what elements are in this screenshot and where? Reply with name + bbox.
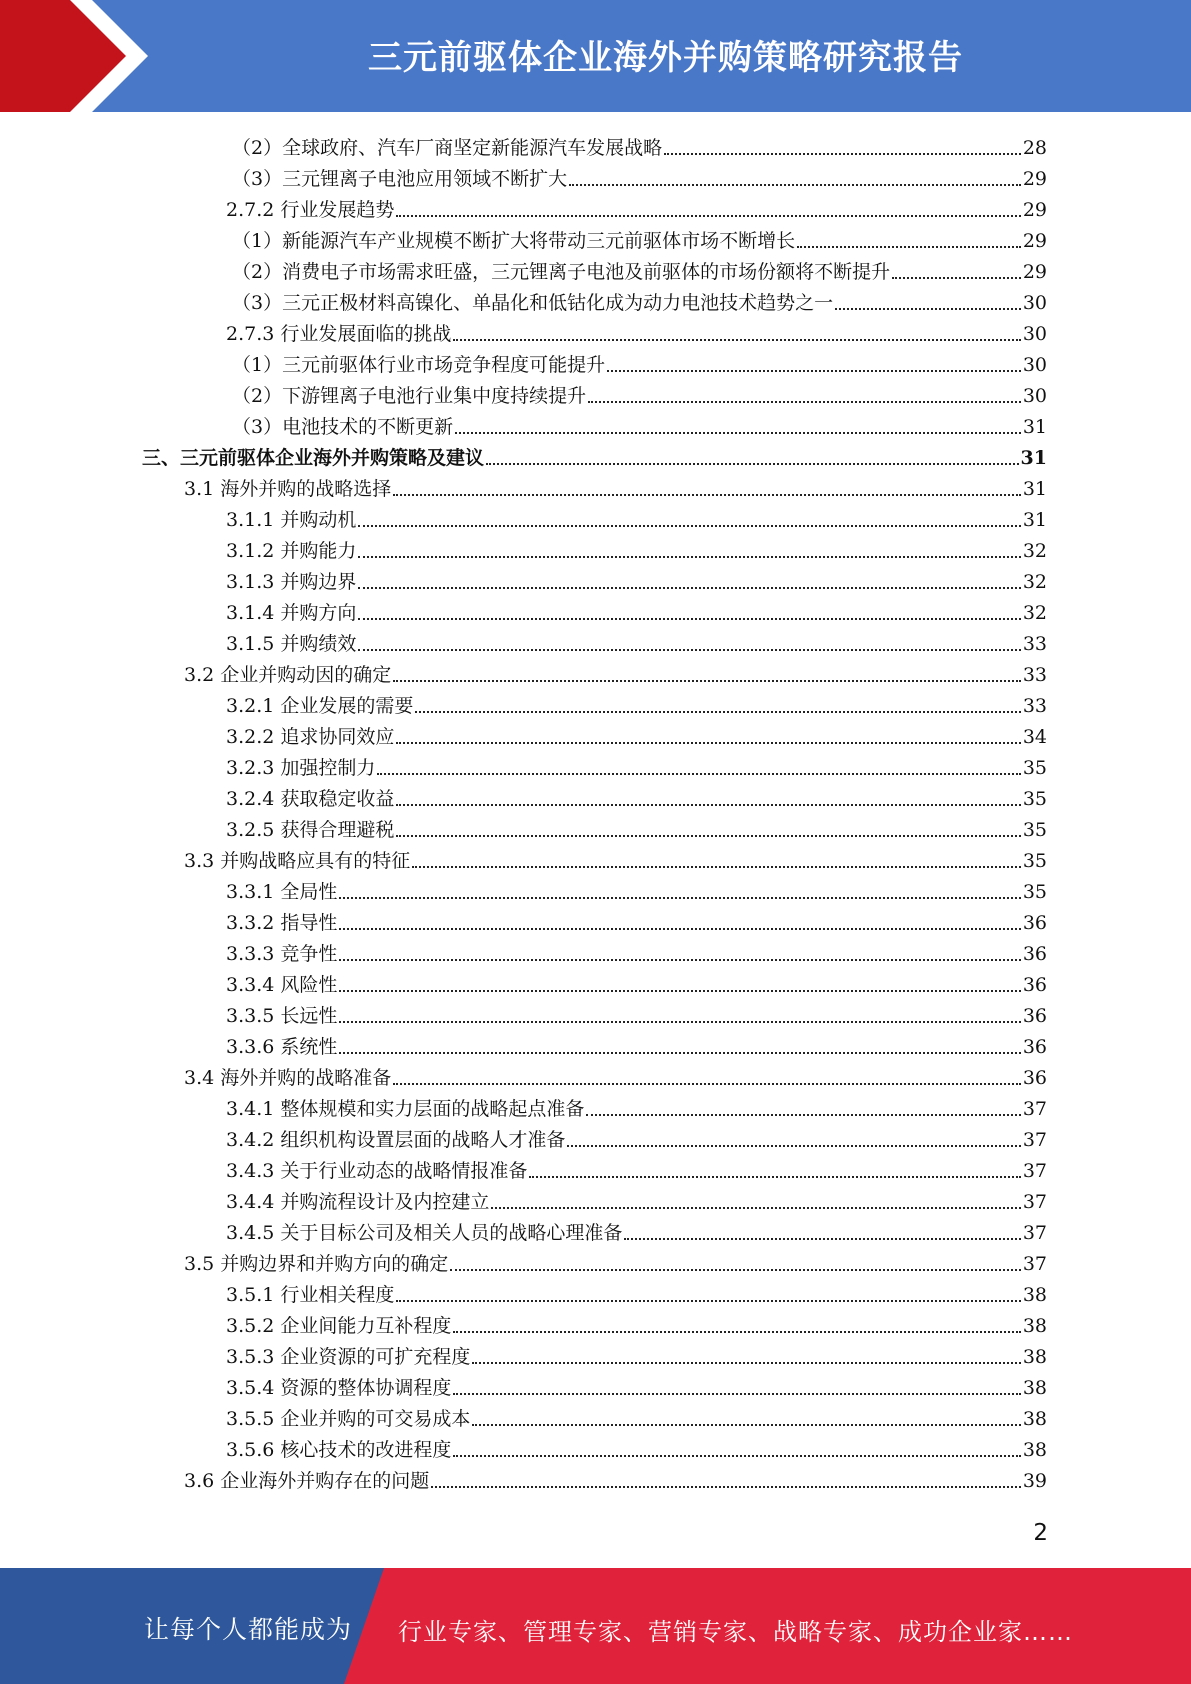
toc-entry-page: 38 [1022,1284,1047,1306]
toc-leader-dots [358,511,1020,527]
toc-entry[interactable] [226,686,1047,717]
toc-entry[interactable] [184,469,1047,500]
toc-entry-page: 38 [1022,1377,1047,1399]
toc-entry-page: 37 [1022,1253,1047,1275]
report-title: 三元前驱体企业海外并购策略研究报告 [368,38,963,78]
toc-entry-page: 36 [1022,943,1047,965]
toc-entry-label: 3.1.5 并购绩效 [226,633,357,655]
toc-entry-page: 30 [1022,354,1047,376]
toc-entry-label: 3.5.3 企业资源的可扩充程度 [226,1346,471,1368]
toc-entry-page: 34 [1022,726,1047,748]
toc-leader-dots [339,883,1020,899]
toc-entry-page: 38 [1022,1408,1047,1430]
toc-entry-label: 3.3.3 竞争性 [226,943,338,965]
toc-entry-page: 32 [1022,602,1047,624]
toc-entry-page: 38 [1022,1315,1047,1337]
toc-entry-label: 3.2.4 获取稳定收益 [226,788,395,810]
toc-entry[interactable] [184,1058,1047,1089]
toc-entry-page: 29 [1022,261,1047,283]
toc-entry-label: 3.2.5 获得合理避税 [226,819,395,841]
toc-entry[interactable] [226,748,1047,779]
toc-entry-label: 3.3.5 长远性 [226,1005,338,1027]
toc-leader-dots [358,573,1020,589]
toc-entry-page: 35 [1022,881,1047,903]
toc-entry[interactable] [226,996,1047,1027]
toc-entry-label: （3）三元正极材料高镍化、单晶化和低钴化成为动力电池技术趋势之一 [232,292,834,314]
toc-entry-label: （2）下游锂离子电池行业集中度持续提升 [232,385,587,407]
toc-leader-dots [339,945,1020,961]
toc-entry[interactable] [226,934,1047,965]
toc-entry-page: 37 [1022,1160,1047,1182]
toc-entry[interactable] [226,1275,1047,1306]
toc-leader-dots [339,914,1020,930]
toc-entry[interactable] [226,562,1047,593]
toc-entry-label: 3.1 海外并购的战略选择 [184,478,392,500]
toc-entry[interactable] [226,1027,1047,1058]
toc-entry-label: 3.4.2 组织机构设置层面的战略人才准备 [226,1129,566,1151]
toc-entry[interactable] [232,407,1047,438]
toc-entry-page: 30 [1022,323,1047,345]
toc-entry[interactable] [226,624,1047,655]
toc-entry-label: 3.3.6 系统性 [226,1036,338,1058]
header-banner [0,0,1191,112]
toc-entry[interactable] [226,1151,1047,1182]
toc-leader-dots [486,449,1019,465]
toc-leader-dots [664,139,1021,155]
toc-entry-label: 3.5.1 行业相关程度 [226,1284,395,1306]
toc-entry[interactable] [226,1120,1047,1151]
toc-entry[interactable] [226,810,1047,841]
toc-entry-page: 29 [1022,199,1047,221]
toc-leader-dots [586,1100,1020,1116]
toc-leader-dots [339,1038,1020,1054]
toc-entry-label: （1）三元前驱体行业市场竞争程度可能提升 [232,354,606,376]
toc-leader-dots [472,1348,1020,1364]
toc-leader-dots [472,1410,1020,1426]
toc-entry-page: 29 [1022,230,1047,252]
toc-entry[interactable] [226,190,1047,221]
toc-entry-label: 3.4.5 关于目标公司及相关人员的战略心理准备 [226,1222,623,1244]
toc-entry[interactable] [232,221,1047,252]
toc-leader-dots [607,356,1021,372]
toc-leader-dots [624,1224,1020,1240]
toc-entry-page: 38 [1022,1346,1047,1368]
toc-entry[interactable] [226,531,1047,562]
toc-entry-label: （3）电池技术的不断更新 [232,416,454,438]
toc-entry-page: 35 [1022,788,1047,810]
toc-entry[interactable] [226,1089,1047,1120]
toc-entry[interactable] [226,1306,1047,1337]
toc-entry-label: 3.3.2 指导性 [226,912,338,934]
toc-leader-dots [396,821,1020,837]
toc-leader-dots [797,232,1021,248]
toc-entry-page: 37 [1022,1191,1047,1213]
toc-entry[interactable] [226,965,1047,996]
toc-leader-dots [455,418,1021,434]
toc-entry-label: 3.1.3 并购边界 [226,571,357,593]
toc-entry[interactable] [232,128,1047,159]
footer-banner [0,1568,1191,1684]
toc-entry[interactable] [226,593,1047,624]
toc-entry[interactable] [232,376,1047,407]
toc-entry-page: 33 [1022,633,1047,655]
toc-leader-dots [396,728,1020,744]
toc-entry[interactable] [226,1337,1047,1368]
toc-entry-page: 32 [1022,571,1047,593]
toc-entry-page: 28 [1022,137,1047,159]
toc-entry[interactable] [232,283,1047,314]
toc-entry-label: 3.2.2 追求协同效应 [226,726,395,748]
toc-entry[interactable] [226,717,1047,748]
toc-entry-page: 35 [1022,819,1047,841]
toc-entry[interactable] [226,903,1047,934]
toc-leader-dots [892,263,1021,279]
toc-entry-page: 36 [1022,1067,1047,1089]
toc-entry-page: 37 [1022,1129,1047,1151]
toc-entry-label: 3.6 企业海外并购存在的问题 [184,1470,430,1492]
toc-entry-label: 3.1.1 并购动机 [226,509,357,531]
footer-slogan-left: 让每个人都能成为 [144,1615,353,1644]
toc-entry-page: 31 [1022,509,1047,531]
toc-entry-label: 3.5.4 资源的整体协调程度 [226,1377,452,1399]
toc-entry[interactable] [226,1399,1047,1430]
toc-leader-dots [396,790,1020,806]
toc-leader-dots [491,1193,1020,1209]
toc-entry-label: 3.2 企业并购动因的确定 [184,664,392,686]
toc-entry[interactable] [184,1244,1047,1275]
toc-leader-dots [453,325,1020,341]
toc-entry-page: 37 [1022,1222,1047,1244]
page-number: 2 [1033,1520,1048,1546]
toc-entry-page: 29 [1022,168,1047,190]
toc-entry-label: 三、三元前驱体企业海外并购策略及建议 [142,447,485,469]
toc-entry-page: 38 [1022,1439,1047,1461]
toc-leader-dots [393,666,1021,682]
toc-leader-dots [450,1255,1021,1271]
toc-leader-dots [588,387,1021,403]
toc-entry[interactable] [232,252,1047,283]
toc-entry-label: 3.3.4 风险性 [226,974,338,996]
toc-entry-page: 32 [1022,540,1047,562]
toc-leader-dots [412,852,1021,868]
toc-entry-page: 31 [1020,447,1047,469]
toc-leader-dots [358,542,1020,558]
toc-leader-dots [396,201,1020,217]
toc-entry-label: （3）三元锂离子电池应用领域不断扩大 [232,168,568,190]
toc-entry-label: 3.1.4 并购方向 [226,602,357,624]
toc-entry[interactable] [226,1213,1047,1244]
toc-leader-dots [453,1441,1020,1457]
toc-entry[interactable] [226,314,1047,345]
toc-leader-dots [453,1379,1020,1395]
toc-entry[interactable] [226,500,1047,531]
toc-entry-label: 3.1.2 并购能力 [226,540,357,562]
toc-entry-page: 31 [1022,478,1047,500]
toc-entry-label: 3.4.3 关于行业动态的战略情报准备 [226,1160,528,1182]
toc-entry-page: 33 [1022,664,1047,686]
toc-leader-dots [393,1069,1021,1085]
toc-leader-dots [567,1131,1020,1147]
toc-leader-dots [453,1317,1020,1333]
toc-entry-label: 3.4 海外并购的战略准备 [184,1067,392,1089]
toc-entry-page: 36 [1022,1005,1047,1027]
toc-entry-label: 3.4.1 整体规模和实力层面的战略起点准备 [226,1098,585,1120]
toc-entry-page: 31 [1022,416,1047,438]
toc-entry-label: 3.2.3 加强控制力 [226,757,376,779]
toc-entry-page: 39 [1022,1470,1047,1492]
toc-chapter-entry[interactable] [142,438,1047,469]
toc-entry-page: 36 [1022,1036,1047,1058]
toc-entry-page: 35 [1022,757,1047,779]
footer-slogan-right: 行业专家、管理专家、营销专家、战略专家、成功企业家…… [398,1618,1073,1646]
toc-entry[interactable] [184,655,1047,686]
toc-leader-dots [569,170,1021,186]
toc-entry-page: 37 [1022,1098,1047,1120]
toc-entry-label: （2）消费电子市场需求旺盛，三元锂离子电池及前驱体的市场份额将不断提升 [232,261,891,283]
toc-entry-label: 2.7.2 行业发展趋势 [226,199,395,221]
toc-entry-label: （1）新能源汽车产业规模不断扩大将带动三元前驱体市场不断增长 [232,230,796,252]
toc-entry-page: 36 [1022,912,1047,934]
toc-entry[interactable] [226,1368,1047,1399]
toc-entry-page: 30 [1022,292,1047,314]
toc-leader-dots [358,635,1020,651]
toc-leader-dots [835,294,1021,310]
toc-entry-page: 33 [1022,695,1047,717]
toc-entry-label: （2）全球政府、汽车厂商坚定新能源汽车发展战略 [232,137,663,159]
toc-entry-label: 3.5.6 核心技术的改进程度 [226,1439,452,1461]
toc-leader-dots [339,1007,1020,1023]
toc-entry-label: 3.3 并购战略应具有的特征 [184,850,411,872]
toc-leader-dots [358,604,1020,620]
toc-entry-page: 36 [1022,974,1047,996]
toc-entry-page: 30 [1022,385,1047,407]
toc-entry[interactable] [232,159,1047,190]
toc-entry[interactable] [226,779,1047,810]
toc-leader-dots [396,1286,1020,1302]
toc-entry-label: 2.7.3 行业发展面临的挑战 [226,323,452,345]
toc-entry[interactable] [226,1430,1047,1461]
toc-entry-page: 35 [1022,850,1047,872]
toc-entry-label: 3.4.4 并购流程设计及内控建立 [226,1191,490,1213]
toc-leader-dots [415,697,1020,713]
toc-entry-label: 3.2.1 企业发展的需要 [226,695,414,717]
toc-entry[interactable] [226,1182,1047,1213]
toc-entry[interactable] [232,345,1047,376]
toc-entry-label: 3.3.1 全局性 [226,881,338,903]
toc-entry[interactable] [226,872,1047,903]
toc-entry-label: 3.5 并购边界和并购方向的确定 [184,1253,449,1275]
toc-entry-label: 3.5.2 企业间能力互补程度 [226,1315,452,1337]
toc-leader-dots [339,976,1020,992]
toc-leader-dots [377,759,1020,775]
toc-leader-dots [393,480,1021,496]
toc-entry[interactable] [184,841,1047,872]
toc-leader-dots [529,1162,1020,1178]
header-arrow-graphic [0,0,170,112]
toc-leader-dots [431,1472,1021,1488]
toc-entry[interactable] [184,1461,1047,1492]
toc-entry-label: 3.5.5 企业并购的可交易成本 [226,1408,471,1430]
